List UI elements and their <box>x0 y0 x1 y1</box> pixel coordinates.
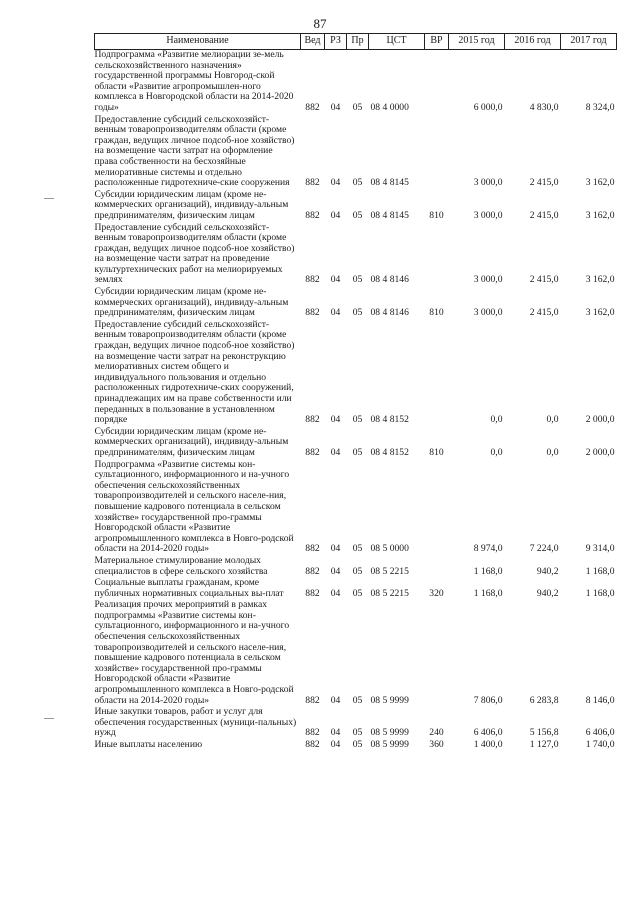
row-2017: 3 162,0 <box>585 274 615 286</box>
row-cst: 08 5 2215 <box>370 587 409 599</box>
row-2015: 1 400,0 <box>473 739 503 750</box>
row-2017: 3 162,0 <box>585 209 615 221</box>
row-vr <box>425 50 449 115</box>
row-pr: 05 <box>352 101 363 113</box>
row-2016: 2 415,0 <box>529 177 559 189</box>
row-rz: 04 <box>330 209 341 221</box>
row-cst: 08 5 0000 <box>370 543 409 555</box>
row-rz: 04 <box>330 543 341 555</box>
header-2017: 2017 год <box>561 34 617 50</box>
row-2016: 2 415,0 <box>529 209 559 221</box>
scan-mark <box>44 198 54 199</box>
row-vr: 810 <box>429 307 444 319</box>
row-ved: 882 <box>305 414 320 426</box>
row-ved: 882 <box>305 587 320 599</box>
row-2015: 1 168,0 <box>473 587 503 599</box>
row-rz: 04 <box>330 565 341 577</box>
row-pr: 05 <box>352 177 363 189</box>
row-rz: 04 <box>330 307 341 319</box>
scan-mark <box>44 718 54 719</box>
row-ved: 882 <box>305 307 320 319</box>
table-row <box>95 50 617 115</box>
row-2017: 9 314,0 <box>585 543 615 555</box>
row-rz: 04 <box>330 177 341 189</box>
row-pr: 05 <box>352 739 363 750</box>
header-2015: 2015 год <box>449 34 505 50</box>
row-2015: 6 000,0 <box>473 101 503 113</box>
row-ved: 882 <box>305 209 320 221</box>
row-2017: 1 168,0 <box>585 565 615 577</box>
row-rz: 04 <box>330 274 341 286</box>
row-vr <box>425 460 449 556</box>
row-name: Субсидии юридическим лицам (кроме не-коммерческих организаций), индивиду-альным предпринимателям, физическим лицам <box>94 425 289 458</box>
row-cst: 08 4 8146 <box>370 274 409 286</box>
row-2017: 3 162,0 <box>585 307 615 319</box>
row-ved: 882 <box>305 177 320 189</box>
row-2017: 8 324,0 <box>585 101 615 113</box>
table-row <box>95 707 617 740</box>
table-row <box>95 460 617 556</box>
table-row <box>95 223 617 288</box>
table-row <box>95 427 617 460</box>
header-cst: ЦСТ <box>369 34 425 50</box>
row-2016: 0,0 <box>546 414 559 426</box>
row-2015: 8 974,0 <box>473 543 503 555</box>
row-cst: 08 4 8152 <box>370 414 409 426</box>
row-name: Иные выплаты населению <box>94 739 203 750</box>
row-2016: 0,0 <box>546 446 559 458</box>
row-vr <box>425 320 449 427</box>
row-ved: 882 <box>305 694 320 706</box>
row-2017: 1 168,0 <box>585 587 615 599</box>
row-2015: 0,0 <box>490 446 503 458</box>
budget-table <box>94 33 617 752</box>
row-name: Предоставление субсидий сельскохозяйст-венным товаропроизводителям области (кроме граждан, ведущих личное подсоб-ное хозяйство) на возмещение части затрат на проведение культуртехнических работ на мелиорируемых землях <box>94 221 295 286</box>
row-ved: 882 <box>305 446 320 458</box>
row-rz: 04 <box>330 587 341 599</box>
row-2016: 2 415,0 <box>529 307 559 319</box>
row-pr: 05 <box>352 307 363 319</box>
row-2015: 3 000,0 <box>473 177 503 189</box>
row-rz: 04 <box>330 101 341 113</box>
header-name: Наименование <box>95 34 301 50</box>
table-row <box>95 740 617 752</box>
row-cst: 08 5 9999 <box>370 739 409 750</box>
row-2017: 8 146,0 <box>585 694 615 706</box>
row-2016: 1 127,0 <box>529 739 559 750</box>
row-2016: 2 415,0 <box>529 274 559 286</box>
header-vr: ВР <box>425 34 449 50</box>
row-vr: 320 <box>429 587 444 599</box>
table-row <box>95 115 617 190</box>
row-2017: 6 406,0 <box>585 727 615 739</box>
row-2016: 940,2 <box>536 565 559 577</box>
row-cst: 08 4 8145 <box>370 209 409 221</box>
row-2017: 1 740,0 <box>585 739 615 750</box>
row-rz: 04 <box>330 694 341 706</box>
row-rz: 04 <box>330 446 341 458</box>
row-vr: 810 <box>429 446 444 458</box>
row-2015: 3 000,0 <box>473 307 503 319</box>
row-vr: 360 <box>429 739 444 750</box>
header-2016: 2016 год <box>505 34 561 50</box>
row-name: Предоставление субсидий сельскохозяйст-венным товаропроизводителям области (кроме граждан, ведущих личное подсоб-ное хозяйство) на возмещение части затрат на оформление права собственности на бесхозяйные мелиоративные системы и отдельно расположенные гидротехниче-ские сооружения <box>94 113 295 189</box>
row-vr: 810 <box>429 209 444 221</box>
row-2016: 7 224,0 <box>529 543 559 555</box>
table-row <box>95 190 617 223</box>
table-row <box>95 320 617 427</box>
table-row <box>95 556 617 578</box>
row-vr <box>425 223 449 288</box>
row-pr: 05 <box>352 274 363 286</box>
row-2016: 4 830,0 <box>529 101 559 113</box>
row-2015: 6 406,0 <box>473 727 503 739</box>
row-name: Предоставление субсидий сельскохозяйст-венным товаропроизводителям области (кроме граждан, ведущих личное подсоб-ное хозяйство) на возмещение части затрат на реконструкцию мелиоративных систем общего и индивидуального пользования и отдельно расположенных гидротехниче-ских сооружений, принадлежащих им на праве собственности или переданных в пользование в установленном порядке <box>94 318 295 426</box>
table-row <box>95 287 617 320</box>
row-2015: 1 168,0 <box>473 565 503 577</box>
row-cst: 08 4 0000 <box>370 101 409 113</box>
row-cst: 08 4 8152 <box>370 446 409 458</box>
row-pr: 05 <box>352 565 363 577</box>
row-pr: 05 <box>352 694 363 706</box>
row-name: Материальное стимулирование молодых специалистов в сфере сельского хозяйства <box>94 554 268 577</box>
row-name: Субсидии юридическим лицам (кроме не-коммерческих организаций), индивиду-альным предпринимателям, физическим лицам <box>94 286 289 319</box>
row-vr <box>425 115 449 190</box>
row-2017: 2 000,0 <box>585 414 615 426</box>
row-2016: 940,2 <box>536 587 559 599</box>
row-name: Реализация прочих мероприятий в рамках подпрограммы «Развитие системы кон-сультационного, информационного и на-учного обеспечения сельскохозяйственных товаропроизводителей и сельского населе-ния, повышение кадрового потенциала в сельском хозяйстве» государственной про-граммы Новгородской области «Развитие агропромышленного комплекса в Новго-родской области на 2014-2020 годы» <box>94 599 294 706</box>
row-cst: 08 5 9999 <box>370 727 409 739</box>
row-rz: 04 <box>330 414 341 426</box>
row-name: Социальные выплаты гражданам, кроме публичных нормативных социальных вы-плат <box>94 577 284 599</box>
row-vr <box>425 556 449 578</box>
row-ved: 882 <box>305 543 320 555</box>
row-2017: 2 000,0 <box>585 446 615 458</box>
row-pr: 05 <box>352 209 363 221</box>
row-2016: 5 156,8 <box>529 727 559 739</box>
row-name: Подпрограмма «Развитие мелиорации зе-мель сельскохозяйственного назначения» государственной программы Новгород-ской области «Развитие агропромышлен-ного комплекса в Новгородской области на 2014-2020 годы» <box>94 49 294 113</box>
row-ved: 882 <box>305 727 320 739</box>
row-rz: 04 <box>330 727 341 739</box>
header-pr: Пр <box>347 34 369 50</box>
row-2017: 3 162,0 <box>585 177 615 189</box>
row-pr: 05 <box>352 446 363 458</box>
row-pr: 05 <box>352 727 363 739</box>
header-ved: Вед <box>301 34 325 50</box>
row-pr: 05 <box>352 543 363 555</box>
row-cst: 08 4 8145 <box>370 177 409 189</box>
table-header-row <box>95 34 617 50</box>
row-cst: 08 4 8146 <box>370 307 409 319</box>
row-2015: 7 806,0 <box>473 694 503 706</box>
row-ved: 882 <box>305 274 320 286</box>
row-pr: 05 <box>352 587 363 599</box>
row-vr: 240 <box>429 727 444 739</box>
row-2015: 0,0 <box>490 414 503 426</box>
row-cst: 08 5 2215 <box>370 565 409 577</box>
row-rz: 04 <box>330 739 341 750</box>
row-name: Подпрограмма «Развитие системы кон-сультационного, информационного и на-учного обеспечения сельскохозяйственных товаропроизводителей и сельского населе-ния, повышение кадрового потенциала в сельском хозяйстве» государственной про-граммы Новгородской области «Развитие агропромышленного комплекса в Новго-родской области на 2014-2020 годы» <box>94 458 294 555</box>
table-row <box>95 578 617 600</box>
row-cst: 08 5 9999 <box>370 694 409 706</box>
row-name: Иные закупки товаров, работ и услуг для обеспечения государственных (муници-пальных) нужд <box>94 706 297 739</box>
row-ved: 882 <box>305 101 320 113</box>
row-ved: 882 <box>305 739 320 750</box>
row-2015: 3 000,0 <box>473 274 503 286</box>
row-2015: 3 000,0 <box>473 209 503 221</box>
row-pr: 05 <box>352 414 363 426</box>
row-ved: 882 <box>305 565 320 577</box>
page-number: 87 <box>313 16 327 31</box>
header-rz: РЗ <box>325 34 347 50</box>
row-vr <box>425 600 449 707</box>
row-name: Субсидии юридическим лицам (кроме не-коммерческих организаций), индивиду-альным предпринимателям, физическим лицам <box>94 188 289 221</box>
row-2016: 6 283,8 <box>529 694 559 706</box>
table-row <box>95 600 617 707</box>
